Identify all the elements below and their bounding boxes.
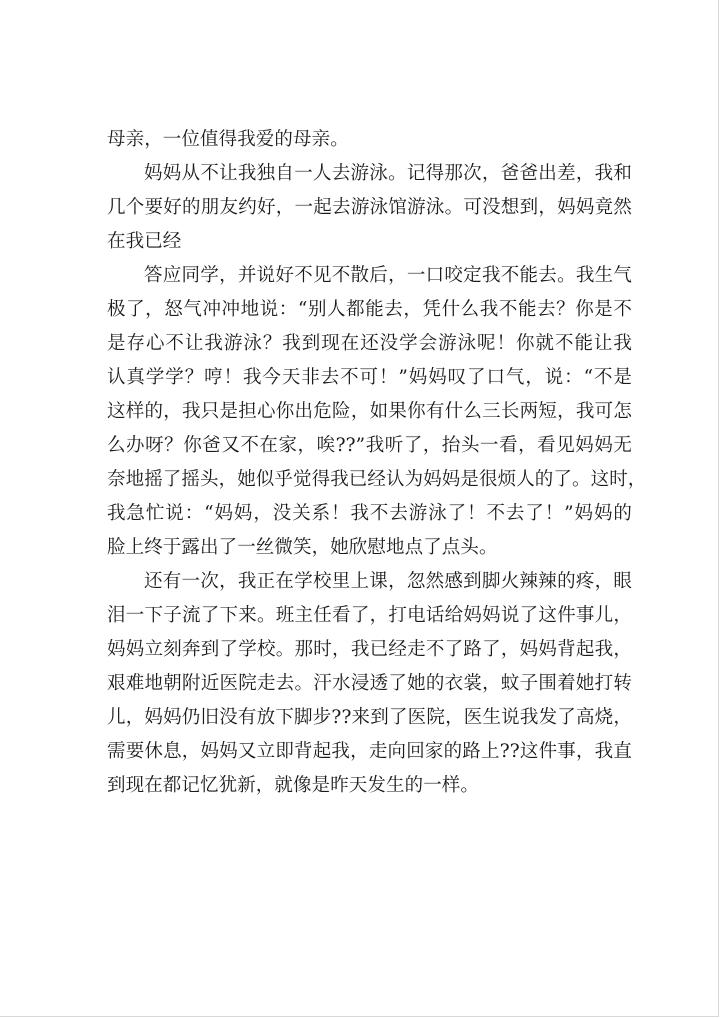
- text-line: 儿，妈妈仍旧没有放下脚步??来到了医院，医生说我发了高烧，: [107, 707, 632, 728]
- text-line: 极了，怒气冲冲地说：“别人都能去，凭什么我不能去？你是不: [107, 299, 632, 320]
- text-line: 脸上终于露出了一丝微笑，她欣慰地点了点头。: [107, 537, 498, 558]
- text-line: 奈地摇了摇头，她似乎觉得我已经认为妈妈是很烦人的了。这时，: [107, 469, 647, 490]
- text-line: 几个要好的朋友约好，一起去游泳馆游泳。可没想到，妈妈竟然: [107, 197, 632, 218]
- text-line: 么办呀？你爸又不在家，唉??”我听了，抬头一看，看见妈妈无: [107, 435, 632, 456]
- text-line: 母亲，一位值得我爱的母亲。: [107, 129, 349, 150]
- text-line: 到现在都记忆犹新，就像是昨天发生的一样。: [107, 775, 480, 796]
- text-line: 是存心不让我游泳？我到现在还没学会游泳呢！你就不能让我: [107, 333, 632, 354]
- text-line: 答应同学，并说好不见不散后，一口咬定我不能去。我生气: [144, 265, 632, 286]
- text-line: 妈妈从不让我独自一人去游泳。记得那次，爸爸出差，我和: [144, 163, 632, 184]
- text-line: 在我已经: [107, 231, 182, 252]
- text-line: 泪一下子流了下来。班主任看了，打电话给妈妈说了这件事儿，: [107, 605, 632, 626]
- document-body: [107, 123, 647, 803]
- text-line: 艰难地朝附近医院走去。汗水浸透了她的衣裳，蚊子围着她打转: [107, 673, 632, 694]
- text-line: 妈妈立刻奔到了学校。那时，我已经走不了路了，妈妈背起我，: [107, 639, 632, 660]
- text-line: 还有一次，我正在学校里上课，忽然感到脚火辣辣的疼，眼: [144, 571, 632, 592]
- text-line: 需要休息，妈妈又立即背起我，走向回家的路上??这件事，我直: [107, 741, 632, 762]
- text-line: 这样的，我只是担心你出危险，如果你有什么三长两短，我可怎: [107, 401, 632, 422]
- text-line: 认真学学？哼！我今天非去不可！”妈妈叹了口气，说：“不是: [107, 367, 632, 388]
- text-line: 我急忙说：“妈妈，没关系！我不去游泳了！不去了！”妈妈的: [107, 503, 632, 524]
